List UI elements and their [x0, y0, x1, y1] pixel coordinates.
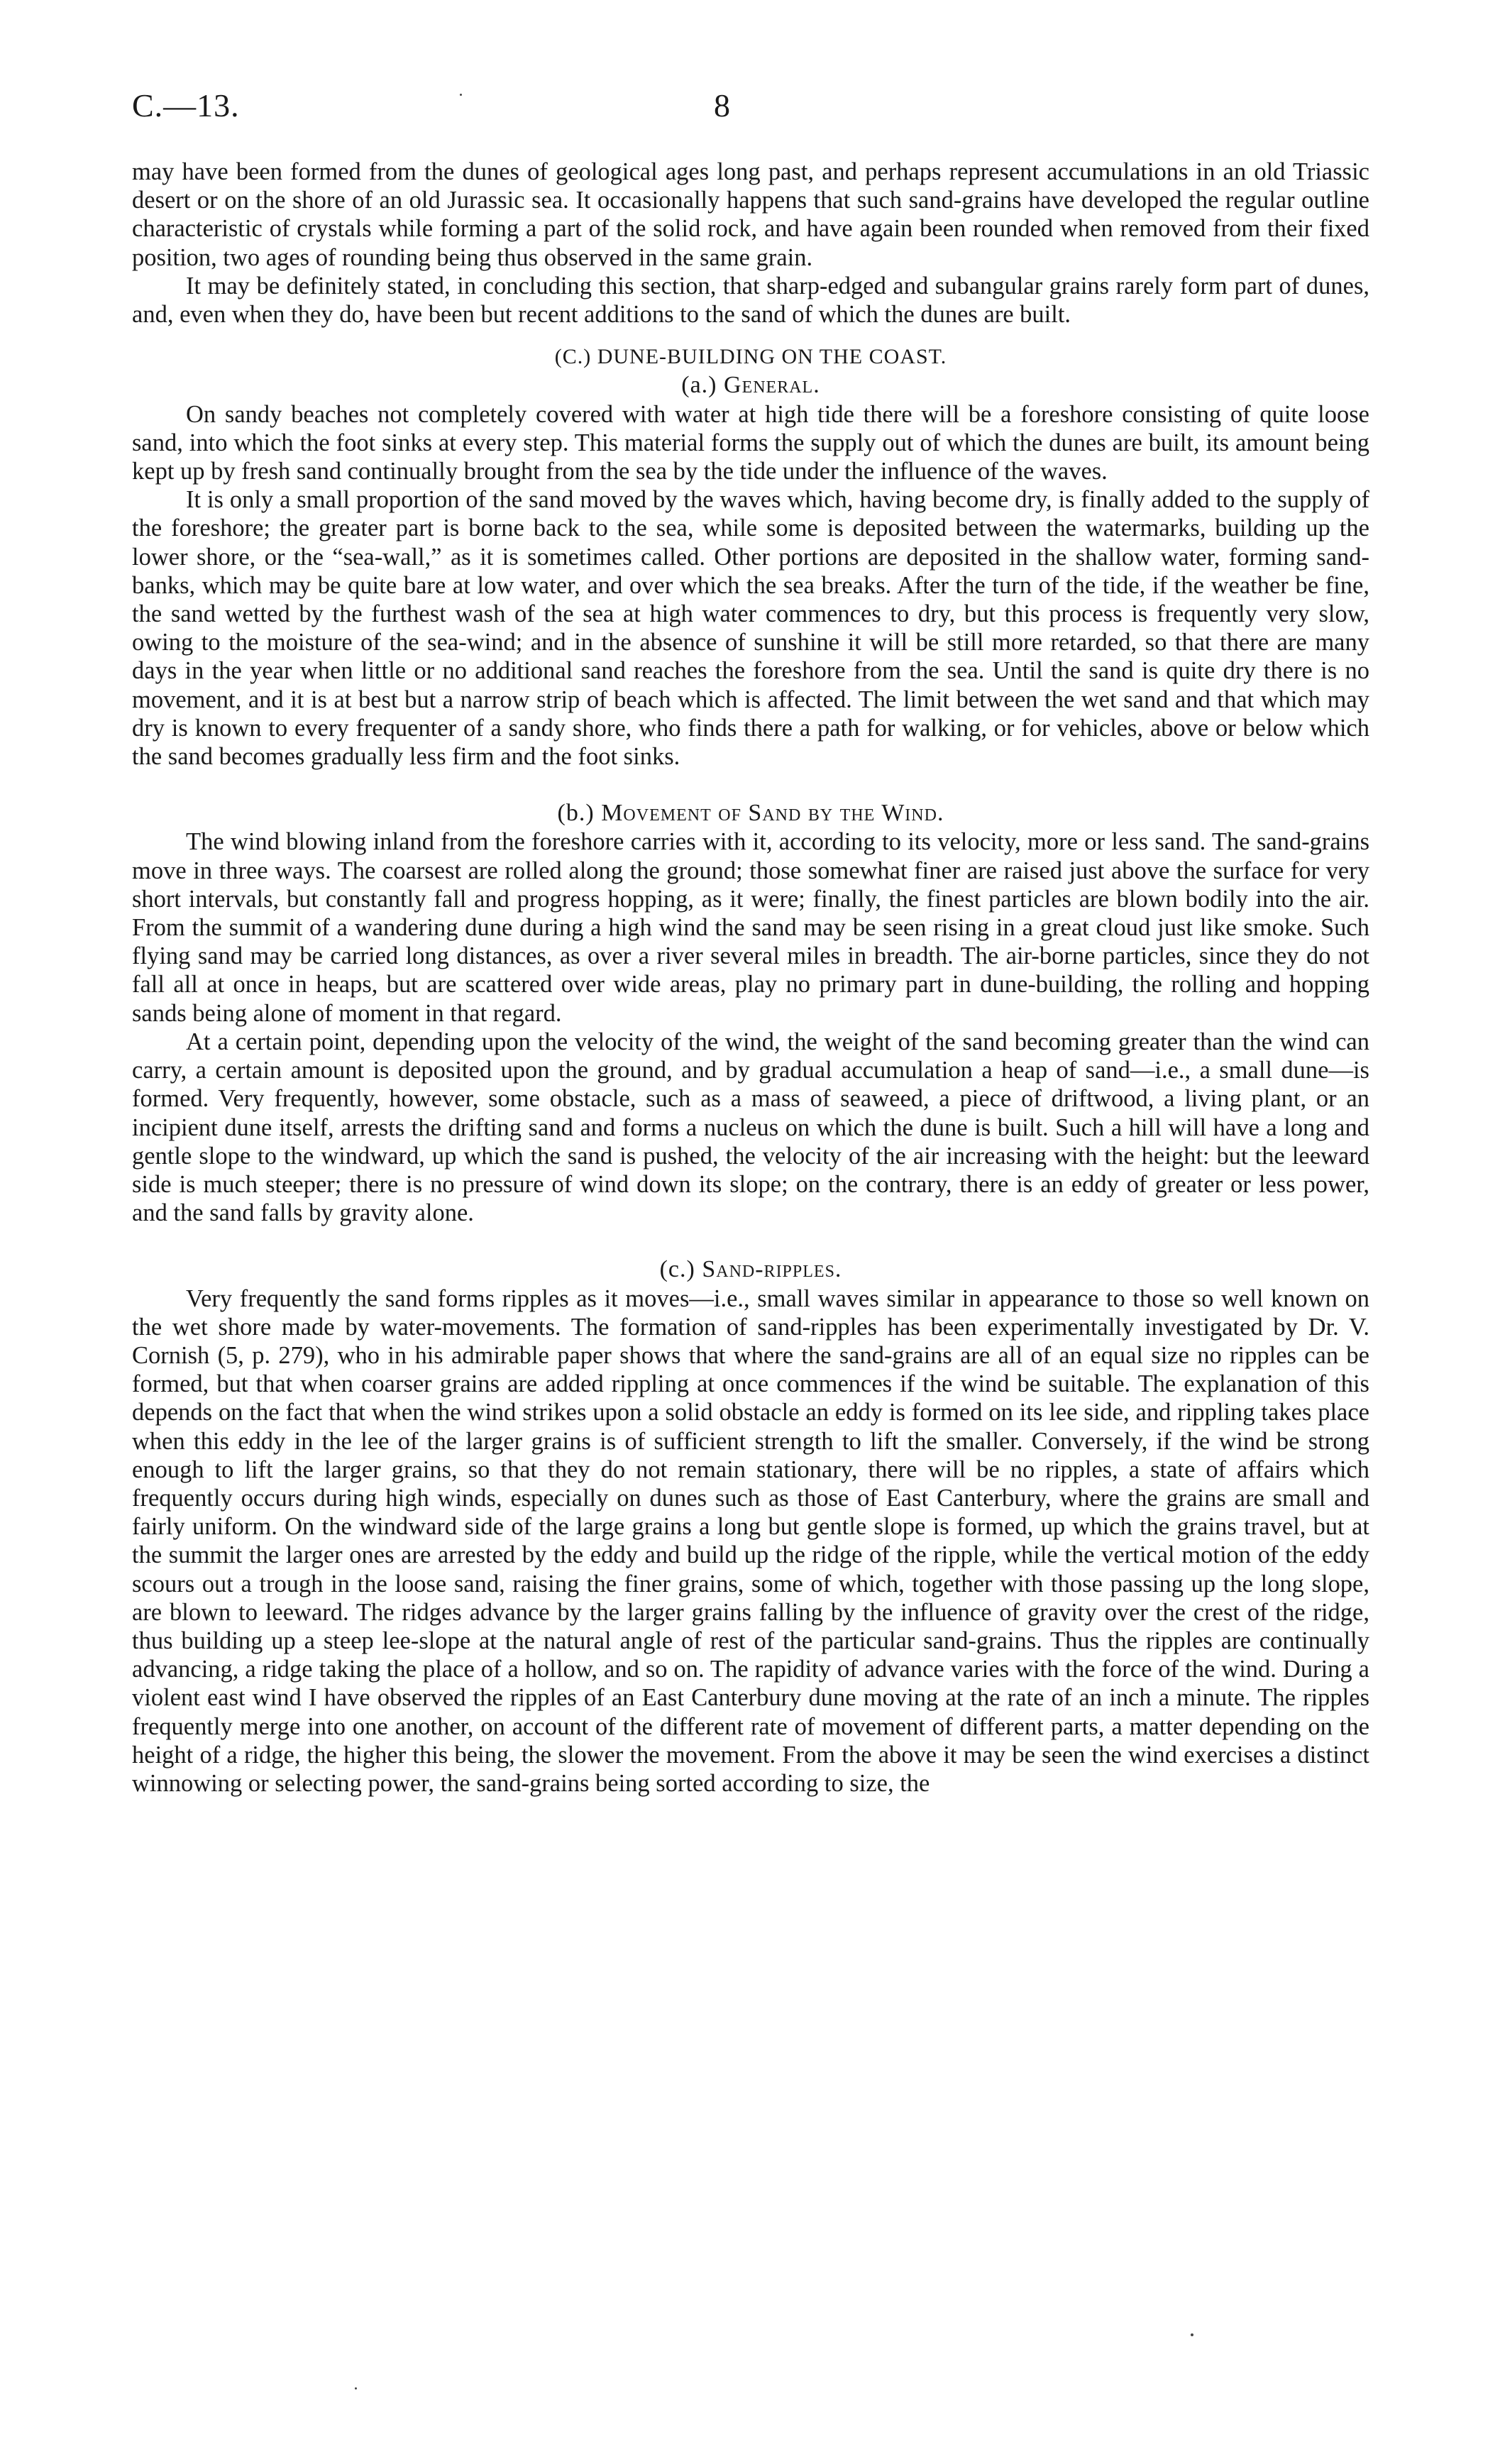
subsection-heading-sand-ripples	[132, 1255, 1369, 1284]
subsection-title: Movement of Sand by the Wind.	[601, 800, 944, 827]
section-heading-dune-building: (C.) DUNE-BUILDING ON THE COAST.	[554, 345, 947, 369]
subsection-heading-movement	[132, 799, 1369, 827]
subsection-title: Sand-ripples.	[702, 1256, 842, 1283]
paragraph: It is only a small proportion of the sand moved by the waves which, having become dry, is finally added to the supply of the foreshore; the greater part is borne back to the sea, while some is deposited between the watermarks, building up the lower shore, or the “sea-wall,” as it is sometimes called. Other portions are deposited in the shallow water, forming sand-banks, which may be quite bare at low water, and over which the sea breaks. After the turn of the tide, if the weather be fine, the sand wetted by the furthest wash of the sea at high water commences to dry, but this process is frequently very slow, owing to the moisture of the sea-wind; and in the absence of sunshine it will be still more retarded, so that there are many days in the year when little or no additional sand reaches the foreshore from the sea. Until the sand is quite dry there is no movement, and it is at best but a narrow strip of beach which is affected. The limit between the wet sand and that which may dry is known to every frequenter of a sandy shore, who finds there a path for walking, or for vehicles, above or below which the sand becomes gradually less firm and the foot sinks.	[132, 486, 1369, 771]
paragraph: On sandy beaches not completely covered with water at high tide there will be a foreshore consisting of quite loose sand, into which the foot sinks at every step. This material forms the supply out of which the dunes are built, its amount being kept up by fresh sand continually brought from the sea by the tide under the influence of the waves.	[132, 400, 1369, 485]
scan-speck	[1191, 2333, 1193, 2336]
page-number: 8	[714, 87, 730, 123]
subsection-title: General.	[724, 372, 820, 399]
paragraph: At a certain point, depending upon the velocity of the wind, the weight of the sand becoming greater than the wind can carry, a certain amount is deposited upon the ground, and by gradual accumulation a heap of sand—i.e., a small dune—is formed. Very frequently, however, some obstacle, such as a mass of seaweed, a piece of driftwood, a living plant, or an incipient dune itself, arrests the drifting sand and forms a nucleus on which the dune is built. Such a hill will have a long and gentle slope to the windward, up which the sand is pushed, the velocity of the air increasing with the height: but the leeward side is much steeper; there is no pressure of wind down its slope; on the contrary, there is an eddy of greater or less power, and the sand falls by gravity alone.	[132, 1028, 1369, 1227]
subsection-label: (a.)	[681, 372, 717, 399]
subsection-label: (b.)	[557, 800, 595, 827]
subsection-heading-general	[132, 371, 1369, 400]
scan-speck	[460, 94, 462, 96]
paragraph: It may be definitely stated, in concluding this section, that sharp-edged and subangular grains rarely form part of dunes, and, even when they do, have been but recent additions to the sand of which the dunes are built.	[132, 272, 1369, 329]
running-header	[132, 87, 1369, 129]
paragraph: The wind blowing inland from the foreshore carries with it, according to its velocity, more or less sand. The sand-grains move in three ways. The coarsest are rolled along the ground; those somewhat finer are raised just above the surface for very short intervals, but constantly fall and progress hopping, as it were; finally, the finest particles are blown bodily into the air. From the summit of a wandering dune during a high wind the sand may be seen rising in a great cloud just like smoke. Such flying sand may be carried long distances, as over a river several miles in breadth. The air-borne particles, since they do not fall all at once in heaps, but are scattered over wide areas, play no primary part in dune-building, the rolling and hopping sands being alone of moment in that regard.	[132, 828, 1369, 1027]
paragraph: may have been formed from the dunes of geological ages long past, and perhaps represent accumulations in an old Triassic desert or on the shore of an old Jurassic sea. It occasionally happens that such sand-grains have developed the regular outline characteristic of crystals while forming a part of the solid rock, and have again been rounded when removed from their fixed position, two ages of rounding being thus observed in the same grain.	[132, 158, 1369, 271]
subsection-label: (c.)	[659, 1256, 695, 1283]
scan-speck	[355, 2387, 357, 2389]
paragraph: Very frequently the sand forms ripples as it moves—i.e., small waves similar in appearance to those so well known on the wet shore made by water-movements. The formation of sand-ripples has been experimentally investigated by Dr. V. Cornish (5, p. 279), who in his admirable paper shows that where the sand-grains are all of an equal size no ripples can be formed, but that when coarser grains are added rippling at once commences if the wind be suitable. The explanation of this depends on the fact that when the wind strikes upon a solid obstacle an eddy is formed on its lee side, and rippling takes place when this eddy in the lee of the larger grains is of sufficient strength to lift the smaller. Conversely, if the wind be strong enough to lift the larger grains, so that they do not remain stationary, there will be no ripples, a state of affairs which frequently occurs during high winds, especially on dunes such as those of East Canterbury, where the grains are small and fairly uniform. On the windward side of the large grains a long but gentle slope is formed, up which the grains travel, but at the summit the larger ones are arrested by the eddy and build up the ridge of the ripple, while the vertical motion of the eddy scours out a trough in the loose sand, raising the finer grains, some of which, together with those passing up the long slope, are blown to leeward. The ridges advance by the larger grains falling by the influence of gravity over the crest of the ridge, thus building up a steep lee-slope at the natural angle of rest of the particular sand-grains. Thus the ripples are continually advancing, a ridge taking the place of a hollow, and so on. The rapidity of advance varies with the force of the wind. During a violent east wind I have observed the ripples of an East Canterbury dune moving at the rate of an inch a minute. The ripples frequently merge into one another, on account of the different rate of movement of different parts, a matter depending on the height of a ridge, the higher this being, the slower the movement. From the above it may be seen the wind exercises a distinct winnowing or selecting power, the sand-grains being sorted according to size, the	[132, 1285, 1369, 1797]
document-code: C.—13.	[132, 87, 240, 123]
body-text	[132, 158, 1369, 1798]
